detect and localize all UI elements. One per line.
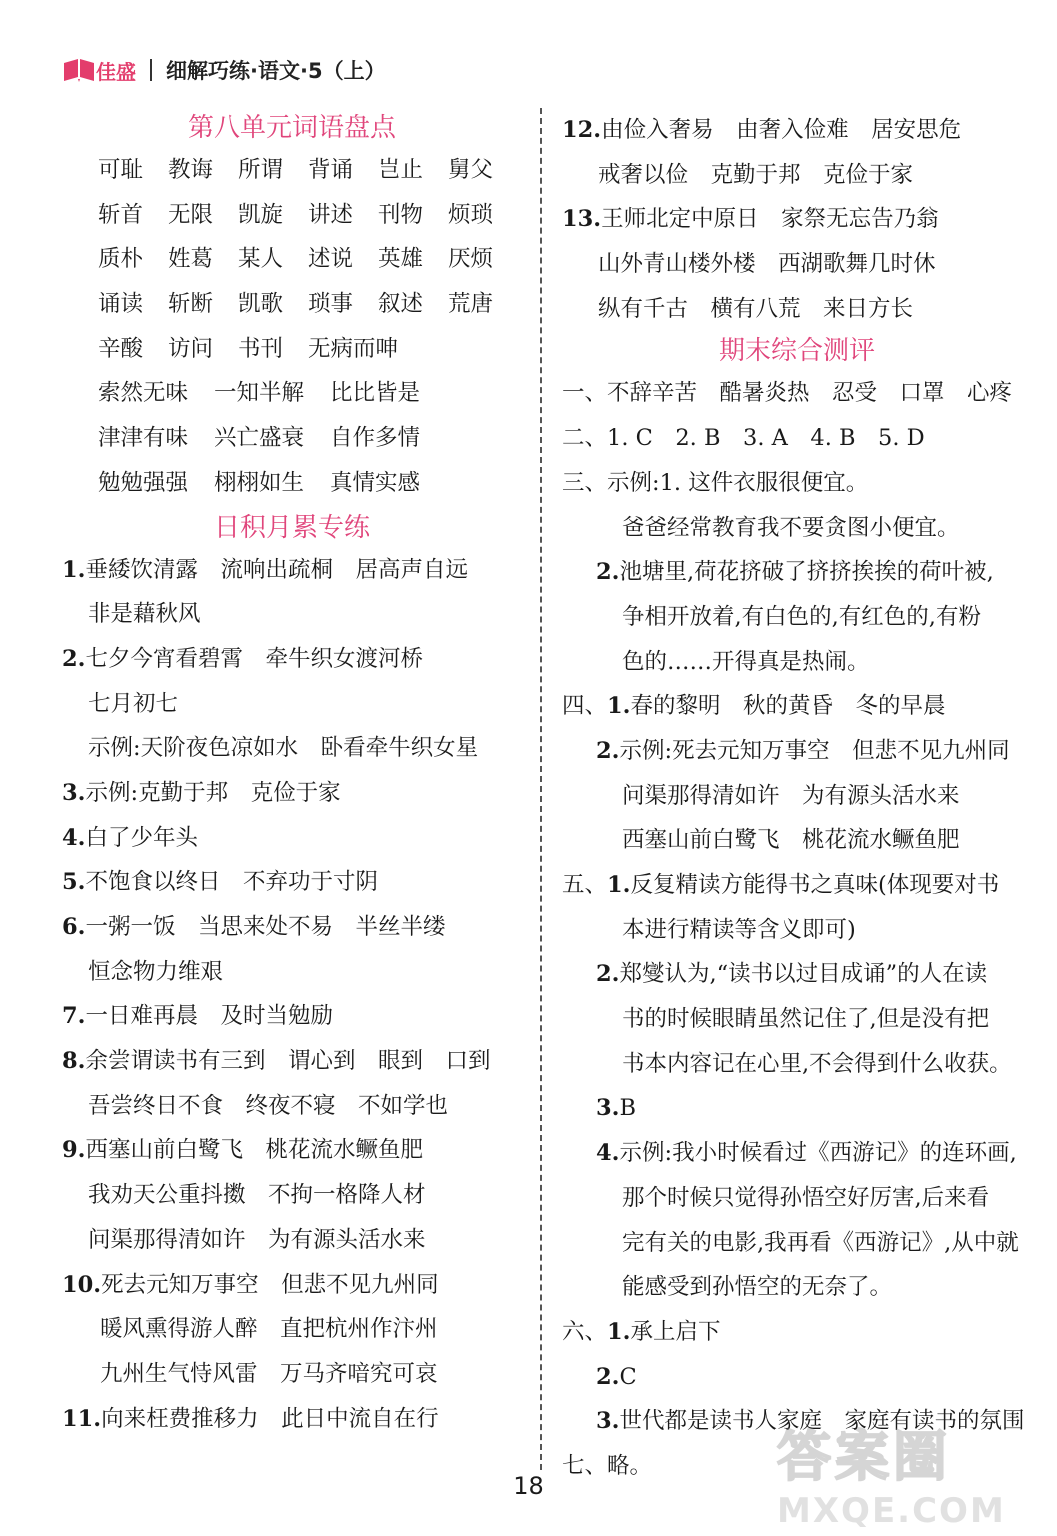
practice-item bbox=[62, 1218, 522, 1263]
item-text: 略。 bbox=[607, 1452, 653, 1479]
practice-list bbox=[62, 548, 522, 1442]
item-text: 示例:天阶夜色凉如水 卧看牵牛织女星 bbox=[88, 735, 479, 762]
vocab-word: 自作多情 bbox=[330, 425, 421, 452]
item-number: 4. bbox=[596, 1140, 620, 1167]
item-number: 3. bbox=[62, 779, 86, 806]
vocab-word: 厌烦 bbox=[448, 246, 494, 273]
vocab-row bbox=[62, 416, 522, 461]
vocab-row bbox=[62, 148, 522, 193]
practice-item bbox=[62, 1039, 522, 1084]
answer-line bbox=[562, 287, 1032, 332]
practice-item bbox=[62, 592, 522, 637]
vocab-row bbox=[62, 193, 522, 238]
vocab-word: 斩断 bbox=[168, 291, 214, 318]
item-text: 山外青山楼外楼 西湖歌舞几时休 bbox=[598, 251, 936, 278]
practice-item bbox=[62, 682, 522, 727]
item-number: 4. bbox=[62, 824, 86, 851]
vocab-word: 所谓 bbox=[238, 157, 284, 183]
watermark-top-text: 答案圈 bbox=[777, 1425, 951, 1488]
item-text: 争相开放着,有白色的,有红色的,有粉 bbox=[622, 603, 981, 630]
vocab-word: 质朴 bbox=[98, 246, 144, 273]
item-text: 本进行精读等含义即可) bbox=[622, 916, 856, 943]
vocab-word: 可耻 bbox=[98, 157, 144, 183]
item-text: 那个时候只觉得孙悟空好厉害,后来看 bbox=[622, 1184, 990, 1211]
vocab-word: 舅父 bbox=[448, 157, 494, 183]
item-number: 1. bbox=[607, 872, 631, 898]
vocab-word: 栩栩如生 bbox=[214, 469, 305, 496]
item-text: 西塞山前白鹭飞 桃花流水鳜鱼肥 bbox=[85, 1137, 424, 1164]
exam-line bbox=[562, 774, 1032, 819]
item-number: 2. bbox=[596, 961, 620, 988]
item-text: 纵有千古 横有八荒 来日方长 bbox=[598, 295, 914, 322]
item-text: 七夕今宵看碧霄 牵牛织女渡河桥 bbox=[85, 645, 424, 672]
item-text: 白了少年头 bbox=[85, 824, 199, 851]
practice-item bbox=[62, 816, 522, 861]
vocab-word: 背诵 bbox=[308, 157, 354, 183]
item-number: 11. bbox=[62, 1405, 102, 1432]
exam-line bbox=[562, 1176, 1032, 1221]
exam-line bbox=[562, 640, 1032, 685]
practice-item bbox=[62, 637, 522, 682]
item-number: 2. bbox=[62, 645, 86, 672]
exam-line bbox=[562, 1131, 1032, 1176]
exam-line bbox=[562, 550, 1032, 595]
exam-line bbox=[562, 684, 1032, 729]
vocab-row bbox=[62, 327, 522, 372]
item-text: 色的……开得真是热闹。 bbox=[622, 648, 870, 675]
exam-line bbox=[562, 461, 1032, 506]
practice-item bbox=[62, 950, 522, 995]
item-text: 一粥一饭 当思来处不易 半丝半缕 bbox=[85, 914, 446, 940]
practice-item bbox=[62, 860, 522, 905]
vocab-word: 辛酸 bbox=[98, 335, 144, 362]
practice-item bbox=[62, 1084, 522, 1129]
exam-line bbox=[562, 416, 1032, 461]
exam-line bbox=[562, 1265, 1032, 1310]
item-text: 七月初七 bbox=[88, 690, 179, 717]
vocab-word: 兴亡盛衰 bbox=[214, 425, 305, 452]
right-column bbox=[562, 108, 1032, 1489]
item-text: 非是藉秋风 bbox=[88, 601, 201, 628]
section-lead: 二、 bbox=[562, 425, 608, 452]
answer-line bbox=[562, 242, 1032, 287]
item-number: 6. bbox=[62, 914, 86, 940]
item-number: 10. bbox=[62, 1271, 102, 1298]
watermark-bottom-text: MXQE.COM bbox=[777, 1491, 1006, 1531]
right-top-list bbox=[562, 108, 1032, 331]
practice-item bbox=[62, 548, 522, 593]
item-text: 余尝谓读书有三到 谓心到 眼到 口到 bbox=[85, 1048, 491, 1075]
practice-item bbox=[62, 1352, 522, 1397]
practice-item bbox=[62, 994, 522, 1039]
item-text: 示例:死去元知万事空 但悲不见九州同 bbox=[619, 737, 1010, 764]
item-number: 2. bbox=[596, 737, 620, 764]
item-number: 7. bbox=[62, 1003, 86, 1030]
vocab-word: 述说 bbox=[308, 246, 354, 273]
item-number: 1. bbox=[62, 556, 86, 583]
page-header bbox=[62, 52, 386, 88]
section-lead: 六、 bbox=[562, 1318, 608, 1345]
item-text: 由俭入奢易 由奢入俭难 居安思危 bbox=[601, 117, 962, 143]
vocab-word: 凯歌 bbox=[238, 291, 284, 318]
vocab-word: 斩首 bbox=[98, 201, 144, 228]
vocab-grid bbox=[62, 148, 522, 506]
vocab-word: 津津有味 bbox=[98, 425, 189, 452]
item-text: 反复精读方能得书之真味(体现要对书 bbox=[630, 872, 1000, 898]
vocab-word: 英雄 bbox=[378, 246, 424, 273]
item-text: 池塘里,荷花挤破了挤挤挨挨的荷叶被, bbox=[619, 559, 994, 586]
exam-line bbox=[562, 818, 1032, 863]
vocab-row bbox=[62, 371, 522, 416]
exam-line bbox=[562, 506, 1032, 551]
item-text: 承上启下 bbox=[630, 1318, 721, 1345]
item-text: 能感受到孙悟空的无奈了。 bbox=[622, 1274, 893, 1301]
vocab-word: 一知半解 bbox=[214, 380, 305, 407]
item-number: 9. bbox=[62, 1137, 86, 1164]
exam-section-title: 期末综合测评 bbox=[718, 336, 875, 367]
exam-line bbox=[562, 1221, 1032, 1266]
vocab-word: 荒唐 bbox=[448, 291, 494, 318]
vocab-word: 无病而呻 bbox=[308, 335, 399, 362]
left-column bbox=[62, 108, 522, 1441]
exam-line bbox=[562, 1042, 1032, 1087]
item-number: 5. bbox=[62, 869, 86, 896]
vocab-word: 烦琐 bbox=[448, 201, 494, 228]
item-text: 吾尝终日不食 终夜不寝 不如学也 bbox=[88, 1092, 449, 1119]
item-text: 戒奢以俭 克勤于邦 克俭于家 bbox=[598, 161, 914, 188]
item-number: 3. bbox=[596, 1095, 620, 1122]
item-text: 王师北定中原日 家祭无忘告乃翁 bbox=[601, 206, 939, 233]
answer-line bbox=[562, 153, 1032, 198]
practice-item bbox=[62, 1307, 522, 1352]
item-number: 2. bbox=[596, 559, 620, 586]
exam-line bbox=[562, 1355, 1032, 1400]
practice-item bbox=[62, 1173, 522, 1218]
answer-line bbox=[562, 197, 1032, 242]
item-number: 8. bbox=[62, 1048, 86, 1075]
item-text: 恒念物力维艰 bbox=[88, 958, 224, 985]
item-text: 不辞辛苦 酷暑炎热 忍受 口罩 心疼 bbox=[607, 380, 1013, 407]
vocab-section-title: 第八单元词语盘点 bbox=[187, 113, 396, 143]
vocab-word: 讲述 bbox=[308, 201, 354, 228]
page-number: 18 bbox=[513, 1472, 544, 1500]
item-text: 我劝天公重抖擞 不拘一格降人材 bbox=[88, 1182, 426, 1209]
item-text: 问渠那得清如许 为有源头活水来 bbox=[622, 782, 960, 809]
section-lead: 三、 bbox=[562, 469, 608, 496]
book-logo-icon bbox=[62, 57, 96, 83]
practice-item bbox=[62, 1263, 522, 1308]
vocab-word: 书刊 bbox=[238, 335, 284, 362]
item-number: 1. bbox=[607, 1318, 631, 1345]
item-text: 示例:1. 这件衣服很便宜。 bbox=[607, 469, 869, 496]
item-text: 1. C 2. B 3. A 4. B 5. D bbox=[607, 425, 925, 452]
answer-line bbox=[562, 108, 1032, 153]
practice-item bbox=[62, 1397, 522, 1442]
item-text: 垂緌饮清露 流响出疏桐 居高声自远 bbox=[85, 556, 469, 583]
section-lead: 五、 bbox=[562, 872, 608, 898]
vocab-word: 真情实感 bbox=[330, 469, 421, 496]
item-number: 12. bbox=[562, 117, 602, 143]
item-text: 春的黎明 秋的黄昏 冬的早晨 bbox=[630, 693, 946, 720]
item-text: 向来枉费推移力 此日中流自在行 bbox=[101, 1405, 439, 1432]
vocab-word: 勉勉强强 bbox=[98, 469, 189, 496]
item-number: 1. bbox=[607, 693, 631, 720]
exam-list bbox=[562, 371, 1032, 1488]
brand-name: 佳盛 bbox=[96, 59, 136, 84]
item-text: 郑燮认为,“读书以过目成诵”的人在读 bbox=[619, 961, 988, 988]
item-number: 13. bbox=[562, 206, 602, 233]
exam-line bbox=[562, 1310, 1032, 1355]
practice-item bbox=[62, 905, 522, 950]
item-text: C bbox=[619, 1363, 637, 1390]
vocab-row bbox=[62, 282, 522, 327]
vocab-word: 姓葛 bbox=[168, 246, 214, 273]
column-divider bbox=[540, 108, 542, 1470]
practice-section-title: 日积月累专练 bbox=[213, 512, 370, 543]
vocab-word: 访问 bbox=[168, 335, 214, 362]
item-number: 3. bbox=[596, 1408, 620, 1435]
vocab-word: 教诲 bbox=[168, 157, 214, 183]
item-text: 问渠那得清如许 为有源头活水来 bbox=[88, 1226, 426, 1253]
exam-line bbox=[562, 908, 1032, 953]
exam-line bbox=[562, 952, 1032, 997]
item-text: 示例:克勤于邦 克俭于家 bbox=[85, 779, 341, 806]
vocab-word: 诵读 bbox=[98, 291, 144, 318]
item-text: 暖风熏得游人醉 直把杭州作汴州 bbox=[100, 1316, 438, 1343]
series-title: 细解巧练·语文·5（上） bbox=[166, 59, 386, 83]
vocab-word: 岂止 bbox=[378, 157, 424, 183]
vocab-row bbox=[62, 461, 522, 506]
vocab-word: 凯旋 bbox=[238, 201, 284, 228]
item-text: 九州生气恃风雷 万马齐喑究可哀 bbox=[100, 1360, 438, 1387]
item-number: 2. bbox=[596, 1363, 620, 1390]
item-text: 不饱食以终日 不弃功于寸阴 bbox=[85, 869, 379, 896]
vocab-word: 琐事 bbox=[308, 291, 354, 318]
item-text: B bbox=[619, 1095, 637, 1122]
exam-line bbox=[562, 729, 1032, 774]
item-text: 死去元知万事空 但悲不见九州同 bbox=[101, 1271, 439, 1298]
practice-item bbox=[62, 726, 522, 771]
item-text: 示例:我小时候看过《西游记》的连环画, bbox=[619, 1140, 1017, 1167]
watermark-logo bbox=[777, 1414, 1037, 1531]
header-separator bbox=[150, 59, 152, 81]
item-text: 西塞山前白鹭飞 桃花流水鳜鱼肥 bbox=[622, 827, 960, 854]
vocab-row bbox=[62, 237, 522, 282]
item-text: 完有关的电影,我再看《西游记》,从中就 bbox=[622, 1229, 1019, 1256]
practice-item bbox=[62, 1128, 522, 1173]
item-text: 一日难再晨 及时当勉励 bbox=[85, 1003, 334, 1030]
exam-line bbox=[562, 1086, 1032, 1131]
item-text: 书本内容记在心里,不会得到什么收获。 bbox=[622, 1050, 1012, 1077]
vocab-word: 索然无味 bbox=[98, 380, 189, 407]
exam-line bbox=[562, 997, 1032, 1042]
section-lead: 七、 bbox=[562, 1452, 608, 1479]
vocab-word: 某人 bbox=[238, 246, 284, 273]
item-text: 世代都是读书人家庭 家庭有读书的氛围 bbox=[619, 1408, 1025, 1435]
vocab-word: 比比皆是 bbox=[330, 380, 421, 407]
vocab-word: 叙述 bbox=[378, 291, 424, 318]
vocab-word: 无限 bbox=[168, 201, 214, 228]
item-text: 爸爸经常教育我不要贪图小便宜。 bbox=[622, 514, 960, 541]
vocab-word: 刊物 bbox=[378, 201, 424, 228]
section-lead: 一、 bbox=[562, 380, 608, 407]
exam-line bbox=[562, 863, 1032, 908]
item-text: 书的时候眼睛虽然记住了,但是没有把 bbox=[622, 1006, 990, 1033]
practice-item bbox=[62, 771, 522, 816]
exam-line bbox=[562, 595, 1032, 640]
section-lead: 四、 bbox=[562, 693, 608, 720]
exam-line bbox=[562, 371, 1032, 416]
